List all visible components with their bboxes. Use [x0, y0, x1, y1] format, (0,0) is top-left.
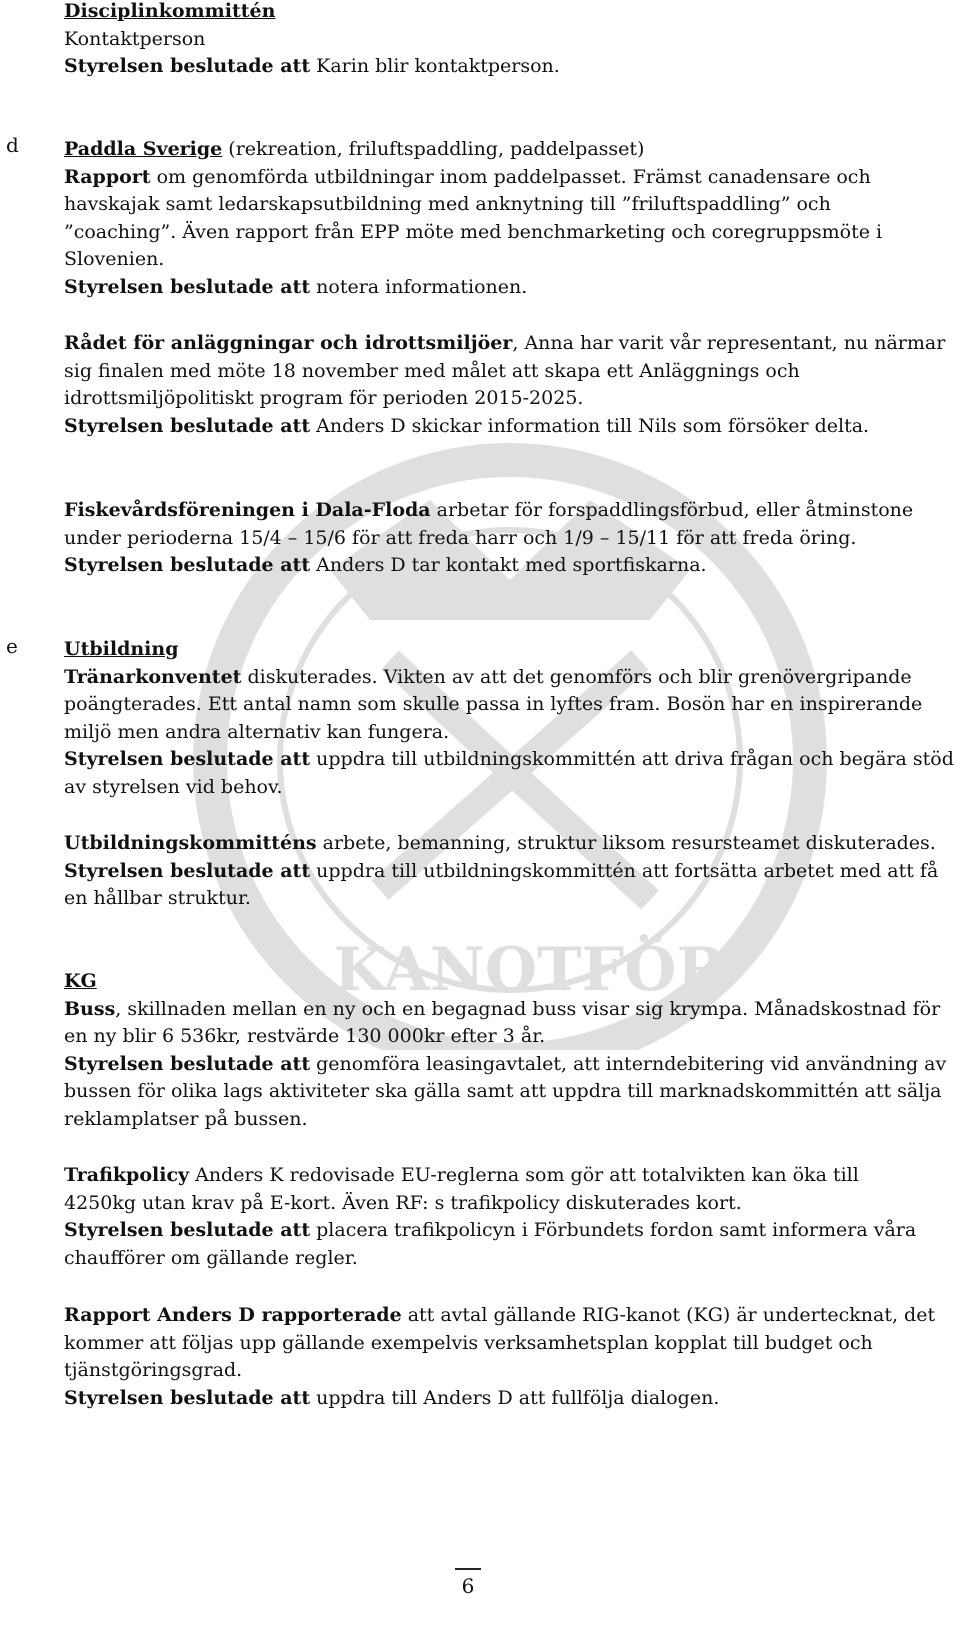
- decision-line: Styrelsen beslutade att genomföra leasingavtalet, att interndebitering vid användning av: [64, 1052, 947, 1075]
- decision-line: Styrelsen beslutade att uppdra till utbildningskommittén att fortsätta arbetet med att få: [64, 859, 939, 882]
- section-paddla-sverige: Paddla Sverige (rekreation, friluftspaddling, paddelpasset) Rapport om genomförda utbildningar inom paddelpasset. Främst canadensare och havskajak samt ledarskapsutbildning med anknytning till ”friluftspaddling” och ”coaching”. Även rapport från EPP möte med benchmarketing och coregruppsmöte i Slovenien. Styrelsen beslutade att notera informationen.: [64, 136, 950, 301]
- margin-letter-d: d: [6, 133, 19, 157]
- section-heading: KG: [64, 970, 97, 992]
- decision-line: Styrelsen beslutade att Karin blir kontaktperson.: [64, 55, 560, 77]
- decision-line: Styrelsen beslutade att Anders D tar kontakt med sportfiskarna.: [64, 554, 707, 576]
- section-utbildning: Utbildning Tränarkonventet diskuterades. Vikten av att det genomförs och blir grenövergripande poängterades. Ett antal namn som skulle passa in lyftes fram. Bosön har en inspirerande miljö men andra alternativ kan fungera. Styrelsen beslutade att uppdra till utbildningskommittén att driva frågan och begära stöd av styrelsen vid behov.: [64, 638, 954, 798]
- decision-line: Styrelsen beslutade att uppdra till utbildningskommittén att driva frågan och begära stöd: [64, 748, 954, 770]
- decision-line: Styrelsen beslutade att uppdra till Anders D att fullfölja dialogen.: [64, 1386, 720, 1409]
- page-number: 6: [461, 1574, 475, 1598]
- section-heading: Utbildning: [64, 638, 179, 660]
- decision-line: Styrelsen beslutade att Anders D skickar information till Nils som försöker delta.: [64, 414, 870, 437]
- section-disciplinkommitten: [64, 0, 950, 81]
- page-footer: [440, 1568, 496, 1598]
- decision-line: Styrelsen beslutade att notera informationen.: [64, 275, 528, 298]
- decision-line: Styrelsen beslutade att placera trafikpolicyn i Förbundets fordon samt informera våra: [64, 1219, 917, 1241]
- section-rapport: Rapport Anders D rapporterade att avtal gällande RIG-kanot (KG) är undertecknat, det kommer att följas upp gällande exempelvis verksamhetsplan kopplat till budget och tjänstgöringsgrad. Styrelsen beslutade att uppdra till Anders D att fullfölja dialogen.: [64, 1302, 950, 1412]
- section-heading: Paddla Sverige: [64, 138, 223, 160]
- section-heading: Disciplinkommittén: [64, 0, 276, 22]
- margin-letter-e: e: [6, 634, 18, 658]
- section-utbildningskommitten: Utbildningskommitténs arbete, bemanning, struktur liksom resursteamet diskuterades. Styrelsen beslutade att uppdra till utbildningskommittén att fortsätta arbetet med att få en hållbar struktur.: [64, 830, 950, 913]
- watermark-text: KANOTFÖR: [333, 935, 727, 1005]
- footer-rule: [455, 1568, 481, 1570]
- contact-label: Kontaktperson: [64, 27, 206, 50]
- section-fiskevard: Fiskevårdsföreningen i Dala-Floda arbetar för forspaddlingsförbud, eller åtminstone under perioderna 15/4 – 15/6 för att freda harr och 1/9 – 15/11 för att freda öring. Styrelsen beslutade att Anders D tar kontakt med sportfiskarna.: [64, 497, 950, 580]
- section-kg: KG Buss, skillnaden mellan en ny och en begagnad buss visar sig krympa. Månadskostnad för en ny blir 6 536kr, restvärde 130 000kr efter 3 år. Styrelsen beslutade att genomföra leasingavtalet, att interndebitering vid användning av bussen för olika lags aktiviteter ska gälla samt att uppdra till marknadskommittén att sälja reklamplatser på bussen.: [64, 968, 950, 1133]
- section-trafikpolicy: Trafikpolicy Anders K redovisade EU-reglerna som gör att totalvikten kan öka till 4250kg utan krav på E-kort. Även RF: s trafikpolicy diskuterades kort. Styrelsen beslutade att placera trafikpolicyn i Förbundets fordon samt informera våra chaufförer om gällande regler.: [64, 1162, 950, 1272]
- section-radet: Rådet för anläggningar och idrottsmiljöer, Anna har varit vår representant, nu närmar sig finalen med möte 18 november med målet att skapa ett Anläggnings och idrottsmiljöpolitiskt program för perioden 2015-2025. Styrelsen beslutade att Anders D skickar information till Nils som försöker delta.: [64, 330, 950, 440]
